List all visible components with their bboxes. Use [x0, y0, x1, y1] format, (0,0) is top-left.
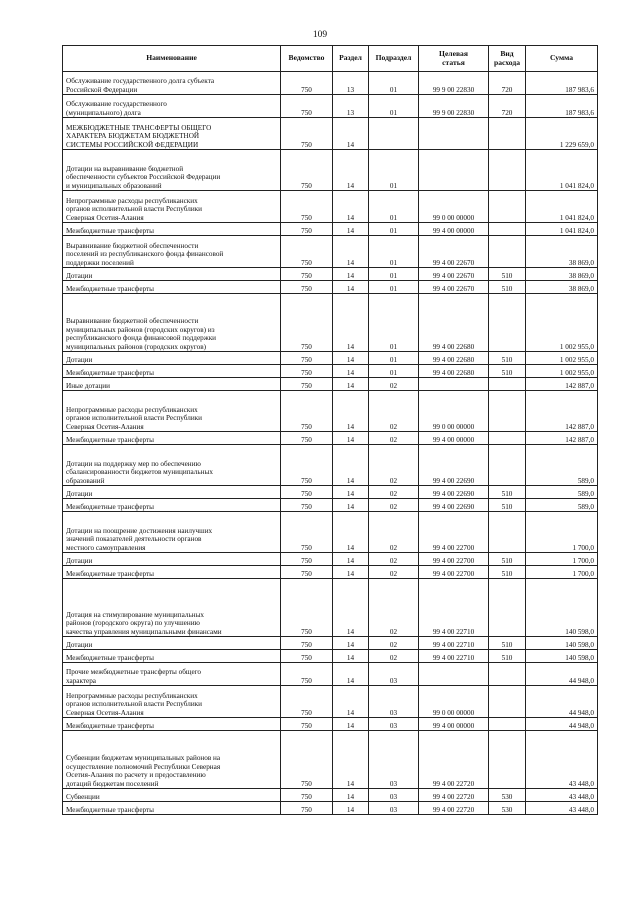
row-vedomstvo: 750 — [281, 268, 333, 281]
row-name: Межбюджетные трансферты — [63, 223, 281, 236]
row-vedomstvo: 750 — [281, 650, 333, 663]
row-podrazdel: 03 — [369, 731, 419, 789]
row-razdel: 14 — [333, 802, 369, 815]
row-statya — [419, 150, 489, 191]
row-vid: 510 — [489, 553, 526, 566]
table-row — [63, 432, 598, 445]
row-statya — [419, 663, 489, 686]
row-podrazdel: 01 — [369, 365, 419, 378]
table-row — [63, 686, 598, 718]
row-summa: 142 887,0 — [526, 391, 598, 432]
row-statya: 99 4 00 22720 — [419, 789, 489, 802]
row-podrazdel: 01 — [369, 72, 419, 95]
row-podrazdel: 01 — [369, 95, 419, 118]
row-statya: 99 4 00 22700 — [419, 512, 489, 553]
row-statya: 99 9 00 22830 — [419, 95, 489, 118]
row-vedomstvo: 750 — [281, 391, 333, 432]
row-razdel: 14 — [333, 236, 369, 268]
table-row — [63, 281, 598, 294]
row-summa: 38 869,0 — [526, 236, 598, 268]
row-vid: 510 — [489, 365, 526, 378]
row-vedomstvo: 750 — [281, 499, 333, 512]
row-name: Межбюджетные трансферты — [63, 281, 281, 294]
row-podrazdel: 03 — [369, 718, 419, 731]
row-podrazdel: 01 — [369, 281, 419, 294]
row-statya: 99 4 00 00000 — [419, 223, 489, 236]
row-podrazdel: 01 — [369, 150, 419, 191]
row-razdel: 14 — [333, 223, 369, 236]
row-statya: 99 9 00 22830 — [419, 72, 489, 95]
row-vedomstvo: 750 — [281, 281, 333, 294]
row-vid: 510 — [489, 281, 526, 294]
row-razdel: 14 — [333, 391, 369, 432]
row-razdel: 14 — [333, 499, 369, 512]
row-name: Непрограммные расходы республиканских органов исполнительной власти Республики Северная Осетия-Алания — [63, 686, 281, 718]
row-vid: 510 — [489, 650, 526, 663]
row-vid — [489, 512, 526, 553]
row-podrazdel: 03 — [369, 802, 419, 815]
row-razdel: 14 — [333, 118, 369, 150]
row-vid — [489, 718, 526, 731]
row-razdel: 14 — [333, 512, 369, 553]
row-summa: 44 948,0 — [526, 718, 598, 731]
row-razdel: 13 — [333, 95, 369, 118]
table-row — [63, 718, 598, 731]
row-name: Межбюджетные трансферты — [63, 499, 281, 512]
row-name: Обслуживание государственного (муниципального) долга — [63, 95, 281, 118]
row-razdel: 14 — [333, 365, 369, 378]
row-name: Дотации — [63, 637, 281, 650]
row-statya: 99 4 00 22690 — [419, 486, 489, 499]
table-row — [63, 663, 598, 686]
row-podrazdel: 02 — [369, 445, 419, 486]
row-vid — [489, 191, 526, 223]
row-vedomstvo: 750 — [281, 663, 333, 686]
row-name: Выравнивание бюджетной обеспеченности поселений из республиканского фонда финансовой поддержки поселений — [63, 236, 281, 268]
row-statya: 99 0 00 00000 — [419, 191, 489, 223]
row-name: Дотации — [63, 486, 281, 499]
row-razdel: 14 — [333, 663, 369, 686]
table-row — [63, 579, 598, 637]
row-razdel: 14 — [333, 718, 369, 731]
row-vid — [489, 579, 526, 637]
header-statya: Целевая статья — [419, 46, 489, 72]
row-podrazdel: 03 — [369, 686, 419, 718]
row-name: МЕЖБЮДЖЕТНЫЕ ТРАНСФЕРТЫ ОБЩЕГО ХАРАКТЕРА БЮДЖЕТАМ БЮДЖЕТНОЙ СИСТЕМЫ РОССИЙСКОЙ ФЕДЕРАЦИИ — [63, 118, 281, 150]
row-vid: 510 — [489, 268, 526, 281]
row-vedomstvo: 750 — [281, 686, 333, 718]
row-statya: 99 4 00 22710 — [419, 650, 489, 663]
row-vid — [489, 118, 526, 150]
row-vid — [489, 686, 526, 718]
row-name: Субвенции — [63, 789, 281, 802]
row-vedomstvo: 750 — [281, 718, 333, 731]
row-razdel: 14 — [333, 579, 369, 637]
row-vedomstvo: 750 — [281, 72, 333, 95]
header-vedomstvo: Ведомство — [281, 46, 333, 72]
row-podrazdel: 02 — [369, 391, 419, 432]
row-vid: 510 — [489, 499, 526, 512]
row-razdel: 14 — [333, 566, 369, 579]
row-razdel: 14 — [333, 150, 369, 191]
row-name: Субвенции бюджетам муниципальных районов на осуществление полномочий Республики Северная Осетия-Алания по расчету и предоставлению дотаций бюджетам поселений — [63, 731, 281, 789]
row-summa: 43 448,0 — [526, 802, 598, 815]
row-name: Межбюджетные трансферты — [63, 365, 281, 378]
row-podrazdel: 02 — [369, 499, 419, 512]
row-statya: 99 4 00 22710 — [419, 579, 489, 637]
row-name: Непрограммные расходы республиканских органов исполнительной власти Республики Северная Осетия-Алания — [63, 191, 281, 223]
table-header-row — [63, 46, 598, 72]
row-statya: 99 4 00 00000 — [419, 432, 489, 445]
row-summa: 187 983,6 — [526, 72, 598, 95]
row-name: Межбюджетные трансферты — [63, 802, 281, 815]
row-vedomstvo: 750 — [281, 223, 333, 236]
row-podrazdel: 01 — [369, 223, 419, 236]
row-vid — [489, 378, 526, 391]
row-vedomstvo: 750 — [281, 118, 333, 150]
row-statya: 99 4 00 22680 — [419, 365, 489, 378]
row-razdel: 14 — [333, 432, 369, 445]
row-summa: 1 229 659,0 — [526, 118, 598, 150]
row-name: Межбюджетные трансферты — [63, 718, 281, 731]
table-row — [63, 731, 598, 789]
row-name: Дотации — [63, 268, 281, 281]
row-vid: 510 — [489, 352, 526, 365]
row-podrazdel: 02 — [369, 432, 419, 445]
row-podrazdel: 02 — [369, 378, 419, 391]
row-podrazdel: 02 — [369, 650, 419, 663]
table-row — [63, 802, 598, 815]
row-summa: 187 983,6 — [526, 95, 598, 118]
row-vedomstvo: 750 — [281, 789, 333, 802]
row-vid — [489, 731, 526, 789]
row-summa: 1 700,0 — [526, 566, 598, 579]
row-vedomstvo: 750 — [281, 294, 333, 352]
row-summa: 140 598,0 — [526, 579, 598, 637]
row-summa: 1 700,0 — [526, 553, 598, 566]
row-statya: 99 4 00 22700 — [419, 553, 489, 566]
row-podrazdel: 02 — [369, 637, 419, 650]
row-razdel: 14 — [333, 281, 369, 294]
table-row — [63, 352, 598, 365]
row-summa: 43 448,0 — [526, 789, 598, 802]
row-summa: 38 869,0 — [526, 268, 598, 281]
table-row — [63, 150, 598, 191]
row-summa: 1 002 955,0 — [526, 352, 598, 365]
row-vedomstvo: 750 — [281, 731, 333, 789]
row-statya: 99 4 00 22670 — [419, 268, 489, 281]
row-statya: 99 4 00 22720 — [419, 802, 489, 815]
row-summa: 140 598,0 — [526, 650, 598, 663]
row-vid — [489, 294, 526, 352]
row-vedomstvo: 750 — [281, 566, 333, 579]
row-name: Дотации — [63, 553, 281, 566]
row-vedomstvo: 750 — [281, 802, 333, 815]
budget-table — [62, 45, 598, 815]
row-podrazdel: 02 — [369, 486, 419, 499]
row-statya: 99 4 00 22680 — [419, 352, 489, 365]
row-razdel: 14 — [333, 650, 369, 663]
table-row — [63, 553, 598, 566]
header-razdel: Раздел — [333, 46, 369, 72]
row-statya: 99 4 00 22680 — [419, 294, 489, 352]
row-vid — [489, 663, 526, 686]
row-vedomstvo: 750 — [281, 352, 333, 365]
row-vedomstvo: 750 — [281, 486, 333, 499]
row-statya: 99 4 00 00000 — [419, 718, 489, 731]
row-razdel: 14 — [333, 445, 369, 486]
table-row — [63, 499, 598, 512]
row-name: Межбюджетные трансферты — [63, 432, 281, 445]
header-summa: Сумма — [526, 46, 598, 72]
table-row — [63, 391, 598, 432]
row-summa: 142 887,0 — [526, 432, 598, 445]
table-row — [63, 95, 598, 118]
table-row — [63, 236, 598, 268]
table-row — [63, 445, 598, 486]
row-name: Дотация на стимулирование муниципальных районов (городского округа) по улучшению качества управления муниципальными финансами — [63, 579, 281, 637]
row-statya: 99 4 00 22670 — [419, 236, 489, 268]
row-vedomstvo: 750 — [281, 512, 333, 553]
row-summa: 1 002 955,0 — [526, 294, 598, 352]
row-podrazdel: 01 — [369, 268, 419, 281]
row-summa: 142 887,0 — [526, 378, 598, 391]
table-row — [63, 365, 598, 378]
row-podrazdel: 01 — [369, 236, 419, 268]
table-row — [63, 486, 598, 499]
row-podrazdel: 01 — [369, 294, 419, 352]
table-row — [63, 268, 598, 281]
row-razdel: 14 — [333, 731, 369, 789]
row-name: Дотации на поощрение достижения наилучших значений показателей деятельности органов местного самоуправления — [63, 512, 281, 553]
row-razdel: 14 — [333, 352, 369, 365]
row-vedomstvo: 750 — [281, 191, 333, 223]
row-vedomstvo: 750 — [281, 236, 333, 268]
row-podrazdel: 01 — [369, 191, 419, 223]
row-vid — [489, 445, 526, 486]
row-statya: 99 4 00 22700 — [419, 566, 489, 579]
row-podrazdel: 02 — [369, 566, 419, 579]
row-summa: 43 448,0 — [526, 731, 598, 789]
header-name: Наименование — [63, 46, 281, 72]
table-row — [63, 294, 598, 352]
row-vedomstvo: 750 — [281, 365, 333, 378]
row-razdel: 14 — [333, 191, 369, 223]
row-name: Дотации на поддержку мер по обеспечению сбалансированности бюджетов муниципальных образований — [63, 445, 281, 486]
row-vid — [489, 391, 526, 432]
row-statya: 99 0 00 00000 — [419, 686, 489, 718]
row-razdel: 13 — [333, 72, 369, 95]
row-vedomstvo: 750 — [281, 553, 333, 566]
row-name: Межбюджетные трансферты — [63, 650, 281, 663]
row-summa: 1 700,0 — [526, 512, 598, 553]
page-number: 109 — [312, 30, 328, 40]
row-statya: 99 4 00 22710 — [419, 637, 489, 650]
row-razdel: 14 — [333, 553, 369, 566]
row-vedomstvo: 750 — [281, 432, 333, 445]
row-statya: 99 4 00 22690 — [419, 499, 489, 512]
row-razdel: 14 — [333, 637, 369, 650]
row-podrazdel: 03 — [369, 789, 419, 802]
row-summa: 44 948,0 — [526, 663, 598, 686]
table-row — [63, 650, 598, 663]
row-statya: 99 0 00 00000 — [419, 391, 489, 432]
row-statya — [419, 378, 489, 391]
row-vid: 510 — [489, 486, 526, 499]
row-vid — [489, 432, 526, 445]
table-row — [63, 566, 598, 579]
row-vid: 720 — [489, 95, 526, 118]
row-podrazdel: 02 — [369, 579, 419, 637]
row-vedomstvo: 750 — [281, 445, 333, 486]
header-vid: Вид расхода — [489, 46, 526, 72]
row-summa: 1 041 824,0 — [526, 223, 598, 236]
row-vid: 510 — [489, 637, 526, 650]
row-podrazdel: 02 — [369, 512, 419, 553]
row-name: Межбюджетные трансферты — [63, 566, 281, 579]
row-vid — [489, 236, 526, 268]
row-name: Выравнивание бюджетной обеспеченности муниципальных районов (городских округов) из республиканского фонда финансовой поддержки муниципальных районов (городских округов) — [63, 294, 281, 352]
row-razdel: 14 — [333, 486, 369, 499]
row-summa: 589,0 — [526, 499, 598, 512]
row-podrazdel: 03 — [369, 663, 419, 686]
table-row — [63, 72, 598, 95]
row-name: Дотации — [63, 352, 281, 365]
row-podrazdel — [369, 118, 419, 150]
row-podrazdel: 02 — [369, 553, 419, 566]
row-name: Иные дотации — [63, 378, 281, 391]
row-razdel: 14 — [333, 378, 369, 391]
table-row — [63, 378, 598, 391]
table-row — [63, 191, 598, 223]
table-row — [63, 637, 598, 650]
row-statya: 99 4 00 22690 — [419, 445, 489, 486]
row-razdel: 14 — [333, 294, 369, 352]
row-vid — [489, 150, 526, 191]
row-name: Дотации на выравнивание бюджетной обеспеченности субъектов Российской Федерации и муниципальных образований — [63, 150, 281, 191]
row-razdel: 14 — [333, 268, 369, 281]
row-vedomstvo: 750 — [281, 150, 333, 191]
row-razdel: 14 — [333, 686, 369, 718]
row-summa: 1 002 955,0 — [526, 365, 598, 378]
row-summa: 1 041 824,0 — [526, 150, 598, 191]
row-vedomstvo: 750 — [281, 579, 333, 637]
row-name: Непрограммные расходы республиканских органов исполнительной власти Республики Северная Осетия-Алания — [63, 391, 281, 432]
row-vid: 530 — [489, 789, 526, 802]
row-vid: 720 — [489, 72, 526, 95]
row-summa: 589,0 — [526, 445, 598, 486]
row-summa: 44 948,0 — [526, 686, 598, 718]
row-vid: 510 — [489, 566, 526, 579]
row-vedomstvo: 750 — [281, 637, 333, 650]
row-name: Обслуживание государственного долга субъекта Российской Федерации — [63, 72, 281, 95]
row-summa: 589,0 — [526, 486, 598, 499]
row-summa: 38 869,0 — [526, 281, 598, 294]
row-statya: 99 4 00 22720 — [419, 731, 489, 789]
row-summa: 1 041 824,0 — [526, 191, 598, 223]
table-row — [63, 118, 598, 150]
table-row — [63, 789, 598, 802]
row-vid: 530 — [489, 802, 526, 815]
row-razdel: 14 — [333, 789, 369, 802]
table-row — [63, 223, 598, 236]
row-name: Прочие межбюджетные трансферты общего характера — [63, 663, 281, 686]
row-vid — [489, 223, 526, 236]
row-vedomstvo: 750 — [281, 95, 333, 118]
row-podrazdel: 01 — [369, 352, 419, 365]
table-row — [63, 512, 598, 553]
row-summa: 140 598,0 — [526, 637, 598, 650]
row-statya — [419, 118, 489, 150]
row-vedomstvo: 750 — [281, 378, 333, 391]
header-podrazdel: Подраздел — [369, 46, 419, 72]
row-statya: 99 4 00 22670 — [419, 281, 489, 294]
